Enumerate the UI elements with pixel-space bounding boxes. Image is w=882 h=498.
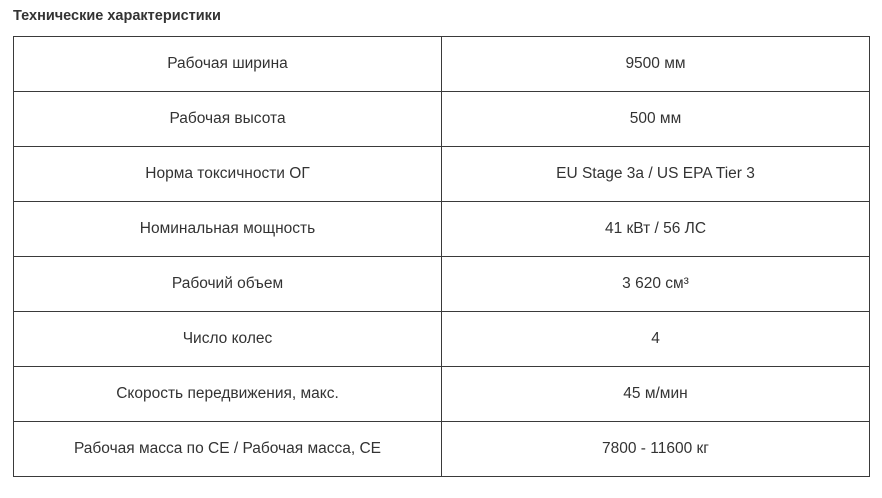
spec-value: 9500 мм [442,37,870,92]
specs-heading: Технические характеристики [13,8,221,24]
table-row [14,257,870,312]
table-row [14,422,870,477]
spec-value: 4 [442,312,870,367]
spec-value: 7800 - 11600 кг [442,422,870,477]
spec-value: 45 м/мин [442,367,870,422]
table-row [14,147,870,202]
table-row [14,312,870,367]
table-row [14,92,870,147]
spec-label: Рабочая высота [14,92,442,147]
spec-label: Номинальная мощность [14,202,442,257]
table-row [14,37,870,92]
spec-value: EU Stage 3a / US EPA Tier 3 [442,147,870,202]
spec-label: Рабочий объем [14,257,442,312]
spec-value: 41 кВт / 56 ЛС [442,202,870,257]
spec-label: Скорость передвижения, макс. [14,367,442,422]
spec-label: Рабочая ширина [14,37,442,92]
table-row [14,202,870,257]
spec-value: 500 мм [442,92,870,147]
spec-value: 3 620 см³ [442,257,870,312]
spec-label: Норма токсичности ОГ [14,147,442,202]
table-row [14,367,870,422]
specs-table [13,36,870,477]
spec-label: Рабочая масса по CE / Рабочая масса, CE [14,422,442,477]
spec-label: Число колес [14,312,442,367]
